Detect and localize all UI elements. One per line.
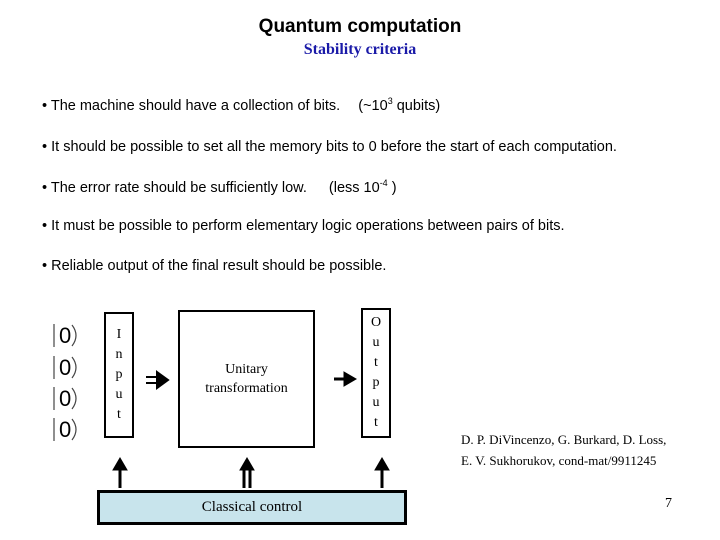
bullet-4: • It must be possible to perform elementary logic operations between pairs of bits. (42, 218, 565, 234)
output-letter: t (374, 355, 378, 370)
output-letter: O (370, 315, 382, 330)
double-arrow-icon (146, 372, 168, 388)
input-letter: I (116, 327, 122, 342)
bullet-2: • It should be possible to set all the memory bits to 0 before the start of each computation. (42, 139, 617, 155)
slide-subtitle: Stability criteria (303, 41, 417, 58)
svg-text:0: 0 (59, 323, 72, 348)
classical-control-box (97, 490, 407, 525)
qubit-ket-1 (54, 323, 76, 348)
input-letter: p (115, 367, 123, 382)
input-box (104, 312, 134, 438)
output-letter: t (374, 415, 378, 430)
bullet-3-note: (less $10^{-4}$ ) (328, 178, 397, 196)
control-arrow-unitary-icon (240, 458, 254, 488)
reference-citation (461, 429, 711, 471)
output-letter: u (372, 395, 380, 410)
unitary-label-line1: Unitary (225, 362, 268, 377)
qubit-ket-4 (54, 417, 76, 442)
qubit-ket-2 (54, 355, 76, 380)
input-letter: n (115, 347, 123, 362)
unitary-label-line2: transformation (205, 381, 288, 396)
page-number: 7 (665, 496, 672, 511)
output-letter: u (372, 335, 380, 350)
unitary-box (178, 310, 315, 448)
qubit-ket-3 (54, 386, 76, 411)
bullet-1-note: ($\sim 10^3$ qubits) (358, 96, 441, 114)
svg-text:0: 0 (59, 355, 72, 380)
control-arrow-output-icon (375, 458, 389, 488)
reference-line1: D. P. DiVincenzo, G. Burkard, D. Loss, (461, 432, 667, 447)
input-letter: t (117, 407, 121, 422)
svg-text:0: 0 (59, 417, 72, 442)
output-letter: p (372, 375, 380, 390)
bullet-1-text: • The machine should have a collection of bits. (42, 98, 341, 114)
output-box (361, 308, 391, 438)
control-arrow-input-icon (113, 458, 127, 488)
svg-text:0: 0 (59, 386, 72, 411)
classical-control-label: Classical control (201, 499, 303, 515)
bullet-3-text: • The error rate should be sufficiently low. (42, 180, 307, 196)
bullet-5: • Reliable output of the final result should be possible. (42, 258, 387, 274)
reference-line2: E. V. Sukhorukov, cond-mat/9911245 (461, 453, 657, 468)
input-letter: u (115, 387, 123, 402)
slide-title: Quantum computation (258, 16, 462, 37)
arrow-right-icon (334, 372, 356, 386)
